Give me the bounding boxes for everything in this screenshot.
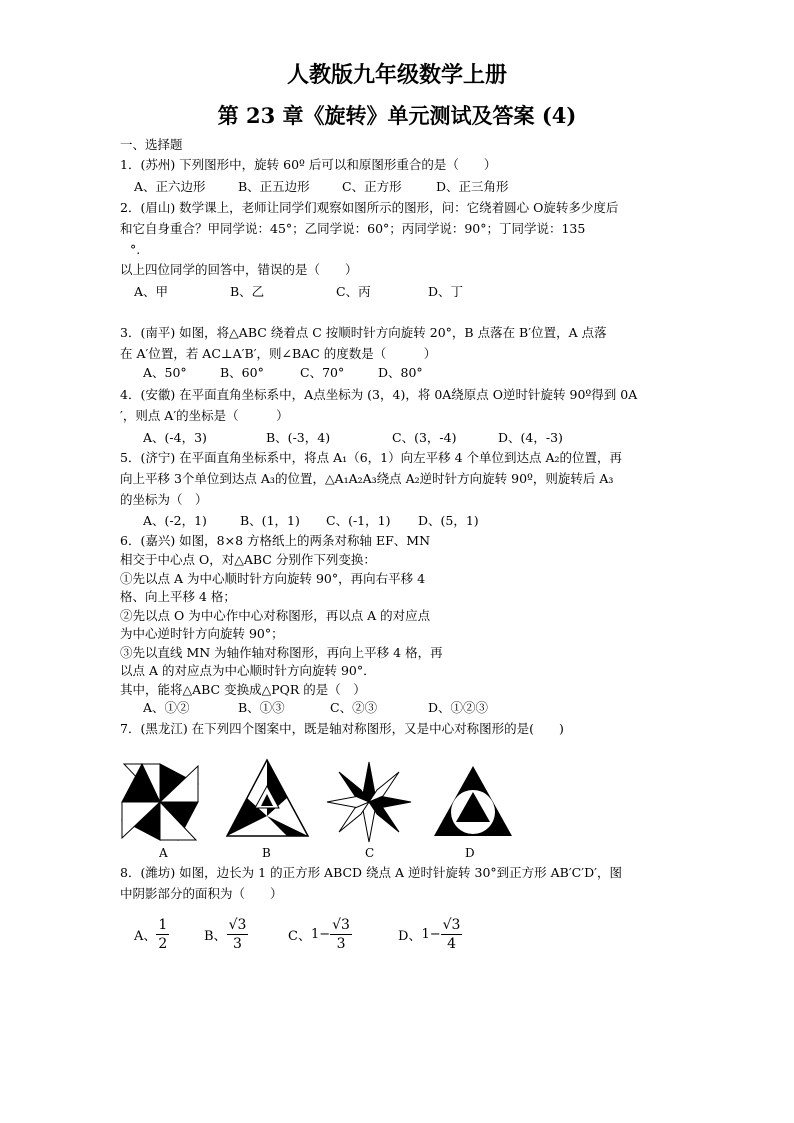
q8-option-d-key: D、 <box>398 929 422 944</box>
q2-option-c: C、丙 <box>336 284 371 299</box>
q4-option-c: C、(3，-4) <box>392 430 457 445</box>
q6-option-d: D、①②③ <box>428 700 489 715</box>
q7-figure-a-pinwheel <box>120 762 200 842</box>
q8-option-a <box>134 916 169 953</box>
q3-option-a: A、50° <box>143 365 187 380</box>
q8-option-c <box>288 916 352 953</box>
q6-line-7: ③先以直线 MN 为轴作轴对称图形，再向上平移 4 格，再 <box>120 645 443 660</box>
q4-option-b: B、(-3，4) <box>266 430 331 445</box>
q3-line-2: 在 A′位置，若 AC⊥A′B′，则∠BAC 的度数是（ ） <box>120 346 437 361</box>
q8-option-c-numerator: √3 <box>332 917 350 933</box>
q4-line-1: 4．(安徽) 在平面直角坐标系中，A点坐标为 (3，4)，将 0A绕原点 O逆时针旋转 90º得到 0A <box>120 387 638 402</box>
q2-line-1: 2．(眉山) 数学课上，老师让同学们观察如图所示的图形，问：它绕着圆心 O旋转多少度后 <box>120 200 619 215</box>
q6-line-3: ①先以点 A 为中心顺时针方向旋转 90°，再向右平移 4 <box>120 571 426 586</box>
q8-option-c-pre: 1− <box>310 927 331 942</box>
q5-line-3: 的坐标为（ ） <box>120 492 208 507</box>
q6-line-9: 其中，能将△ABC 变换成△PQR 的是（ ） <box>120 682 366 697</box>
q4-option-a: A、(-4，3) <box>143 430 207 445</box>
q4-option-d: D、(4，-3) <box>498 430 563 445</box>
q5-option-c: C、(-1，1) <box>326 513 391 528</box>
q6-option-a: A、①② <box>143 700 190 715</box>
section-heading: 一、选择题 <box>120 137 183 152</box>
q8-option-d-pre: 1− <box>421 927 441 942</box>
q5-option-b: B、(1，1) <box>240 513 300 528</box>
q8-option-d-numerator: √3 <box>442 917 461 933</box>
q7-figure-d-circle-triangle <box>432 764 514 840</box>
q7-label-a: A <box>159 846 168 860</box>
q8-line-2: 中阴影部分的面积为（ ） <box>120 886 283 901</box>
q8-option-c-denominator: 3 <box>336 936 346 952</box>
q7-figure-c-star <box>325 760 413 844</box>
q2-line-3: °. <box>130 242 141 257</box>
q1-option-a: A、正六边形 <box>134 179 206 194</box>
q8-option-d <box>398 916 462 953</box>
q8-line-1: 8．(潍坊) 如图，边长为 1 的正方形 ABCD 绕点 A 逆时针旋转 30°到正方形 AB′C′D′，图 <box>120 865 622 880</box>
q8-option-d-denominator: 4 <box>447 936 456 952</box>
q5-line-2: 向上平移 3个单位到达点 A₃的位置，△A₁A₂A₃绕点 A₂逆时针方向旋转 90º，则旋转后 A₃ <box>120 471 614 486</box>
q2-option-a: A、甲 <box>134 284 169 299</box>
q6-line-8: 以点 A 的对应点为中心顺时针方向旋转 90°． <box>120 663 376 678</box>
q6-line-2: 相交于中心点 O，对△ABC 分别作下列变换： <box>120 552 376 567</box>
q3-option-d: D、80° <box>378 365 423 380</box>
q7-stem: 7．(黑龙江) 在下列四个图案中，既是轴对称图形，又是中心对称图形的是( ) <box>120 721 564 736</box>
q1-option-c: C、正方形 <box>342 179 402 194</box>
q6-line-1: 6．(嘉兴) 如图，8×8 方格纸上的两条对称轴 EF、MN <box>120 533 431 548</box>
q8-option-b <box>204 916 248 953</box>
q8-option-a-denominator: 2 <box>158 936 168 952</box>
q2-option-b: B、乙 <box>230 284 265 299</box>
q6-option-b: B、①③ <box>238 700 285 715</box>
page-subtitle: 第 23 章《旋转》单元测试及答案 (4) <box>217 103 577 128</box>
q5-line-1: 5．(济宁) 在平面直角坐标系中，将点 A₁（6，1）向左平移 4 个单位到达点 A₂的位置，再 <box>120 450 623 465</box>
q2-line-2: 和它自身重合？甲同学说：45°；乙同学说：60°；丙同学说：90°；丁同学说：135 <box>120 221 586 236</box>
q7-label-c: C <box>365 846 375 860</box>
q7-label-b: B <box>262 846 271 860</box>
q8-option-b-denominator: 3 <box>233 936 242 952</box>
q3-option-c: C、70° <box>300 365 345 380</box>
q6-line-4: 格、向上平移 4 格； <box>120 589 236 604</box>
q6-line-6: 为中心逆时针方向旋转 90°； <box>120 626 284 641</box>
q6-option-c: C、②③ <box>330 700 378 715</box>
page-title: 人教版九年级数学上册 <box>286 62 507 88</box>
q8-option-c-key: C、 <box>288 929 311 944</box>
q5-option-a: A、(-2，1) <box>143 513 207 528</box>
q4-line-2: ′，则点 A′的坐标是（ ） <box>120 408 289 423</box>
q3-line-1: 3．(南平) 如图，将△ABC 绕着点 C 按顺时针方向旋转 20°，B 点落在 B′位置，A 点落 <box>120 325 607 340</box>
q2-line-4: 以上四位同学的回答中，错误的是（ ） <box>120 262 358 277</box>
q8-option-a-key: A、 <box>134 929 157 944</box>
q6-line-5: ②先以点 O 为中心作中心对称图形，再以点 A 的对应点 <box>120 608 431 623</box>
q8-option-a-numerator: 1 <box>158 917 168 933</box>
q7-label-d: D <box>465 846 475 860</box>
q1-option-b: B、正五边形 <box>238 179 310 194</box>
q2-option-d: D、丁 <box>428 284 464 299</box>
q7-figure-b-triangle <box>225 758 310 838</box>
q1-stem: 1．(苏州) 下列图形中，旋转 60º 后可以和原图形重合的是（ ） <box>120 157 497 172</box>
q3-option-b: B、60° <box>220 365 264 380</box>
q5-option-d: D、(5，1) <box>418 513 479 528</box>
q8-option-b-numerator: √3 <box>228 917 247 933</box>
q1-option-d: D、正三角形 <box>436 179 509 194</box>
q8-option-b-key: B、 <box>204 929 227 944</box>
